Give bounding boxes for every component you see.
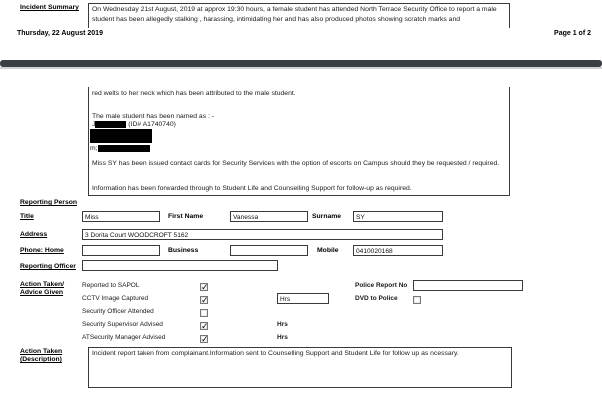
page-separator-bar	[0, 60, 602, 67]
action-taken-section-label-line1: Action Taken/	[20, 281, 65, 288]
checkbox-supervisor-advised[interactable]: ✓	[201, 321, 209, 331]
page-separator-shadow	[0, 67, 602, 69]
first-name-input[interactable]: Vanessa	[230, 211, 308, 222]
summary-para-contact-cards: Miss SY has been issued contact cards for Security Services with the option of escorts on Campus should they be requested / required.	[92, 160, 500, 167]
action-taken-section-label-line2: Advice Given	[20, 289, 64, 296]
summary-line-named: The male student has been named as : -	[92, 113, 215, 120]
checklist-label-reported-sapol: Reported to SAPOL	[82, 282, 140, 289]
manager-hrs-label: Hrs	[277, 334, 288, 341]
title-input[interactable]: Miss	[82, 211, 160, 222]
checklist-label-cctv-captured: CCTV Image Captured	[82, 295, 149, 302]
phone-home-input[interactable]	[82, 245, 160, 256]
police-report-no-input[interactable]	[413, 280, 523, 291]
dvd-to-police-label: DVD to Police	[355, 295, 398, 302]
surname-input[interactable]: SY	[353, 211, 443, 222]
mobile-label: Mobile	[317, 247, 339, 254]
summary-line-m	[90, 144, 502, 154]
address-input[interactable]: 3 Dorita Court WOODCROFT 5162	[82, 229, 443, 240]
page-separator	[0, 60, 602, 69]
incident-summary-box[interactable]	[88, 3, 510, 28]
action-description-label-line2: (Description)	[20, 356, 62, 363]
checkbox-reported-sapol[interactable]: ✓	[201, 282, 209, 292]
incident-summary-continued-box[interactable]	[88, 87, 510, 196]
mobile-input[interactable]: 0410020168	[353, 245, 443, 256]
reporting-officer-label: Reporting Officer	[20, 263, 76, 270]
redaction-bar-m	[98, 145, 150, 152]
cctv-hrs-input[interactable]: Hrs	[277, 293, 329, 304]
address-label: Address	[20, 231, 48, 238]
summary-line-id	[92, 120, 504, 130]
checkbox-manager-advised[interactable]: ✓	[201, 334, 209, 344]
reporting-officer-input[interactable]	[82, 260, 278, 271]
action-description-text: Incident report taken from complainant.Information sent to Counselling Support and Student Life for follow up as ncessary.	[92, 350, 459, 357]
checkbox-cctv-captured[interactable]: ✓	[201, 295, 209, 305]
action-description-label-line1: Action Taken	[20, 348, 63, 355]
incident-summary-text: On Wednesday 21st August, 2019 at approx 19:30 hours, a female student has attended North Terrace Security Office to report a male student has been allegedly stalking , harassing, intimidating her and has also produced photos showing scratch marks and	[92, 6, 497, 23]
police-report-no-label: Police Report No	[355, 282, 408, 289]
surname-label: Surname	[312, 213, 342, 220]
business-label: Business	[168, 247, 199, 254]
checklist-label-officer-attended: Security Officer Attended	[82, 308, 154, 315]
incident-summary-label: Incident Summary	[20, 4, 79, 11]
id-line-suffix: (ID# A1740740)	[128, 121, 176, 128]
m-line-prefix: m;	[90, 145, 98, 152]
page-indicator: Page 1 of 2	[554, 30, 591, 37]
redaction-bar-name	[95, 121, 126, 128]
supervisor-hrs-label: Hrs	[277, 321, 288, 328]
checklist-label-supervisor-advised: Security Supervisor Advised	[82, 321, 163, 328]
reporting-person-section-label: Reporting Person	[20, 199, 78, 206]
summary-line-welts: red welts to her neck which has been attributed to the male student.	[92, 90, 296, 97]
checklist-label-manager-advised: ATSecurity Manager Advised	[82, 334, 166, 341]
action-description-box[interactable]	[88, 347, 512, 388]
footer-date: Thursday, 22 August 2019	[17, 30, 103, 37]
checkbox-dvd-to-police[interactable]	[413, 296, 421, 304]
title-label: Title	[20, 213, 34, 220]
redaction-block	[90, 129, 152, 143]
id-line-prefix: J	[92, 121, 96, 128]
phone-home-label: Phone: Home	[20, 247, 64, 254]
first-name-label: First Name	[168, 213, 204, 220]
checkbox-officer-attended[interactable]	[200, 309, 208, 317]
summary-line-forwarded: Information has been forwarded through to Student Life and Counselling Support for follow-up as required.	[92, 185, 412, 192]
business-input[interactable]	[230, 245, 308, 256]
